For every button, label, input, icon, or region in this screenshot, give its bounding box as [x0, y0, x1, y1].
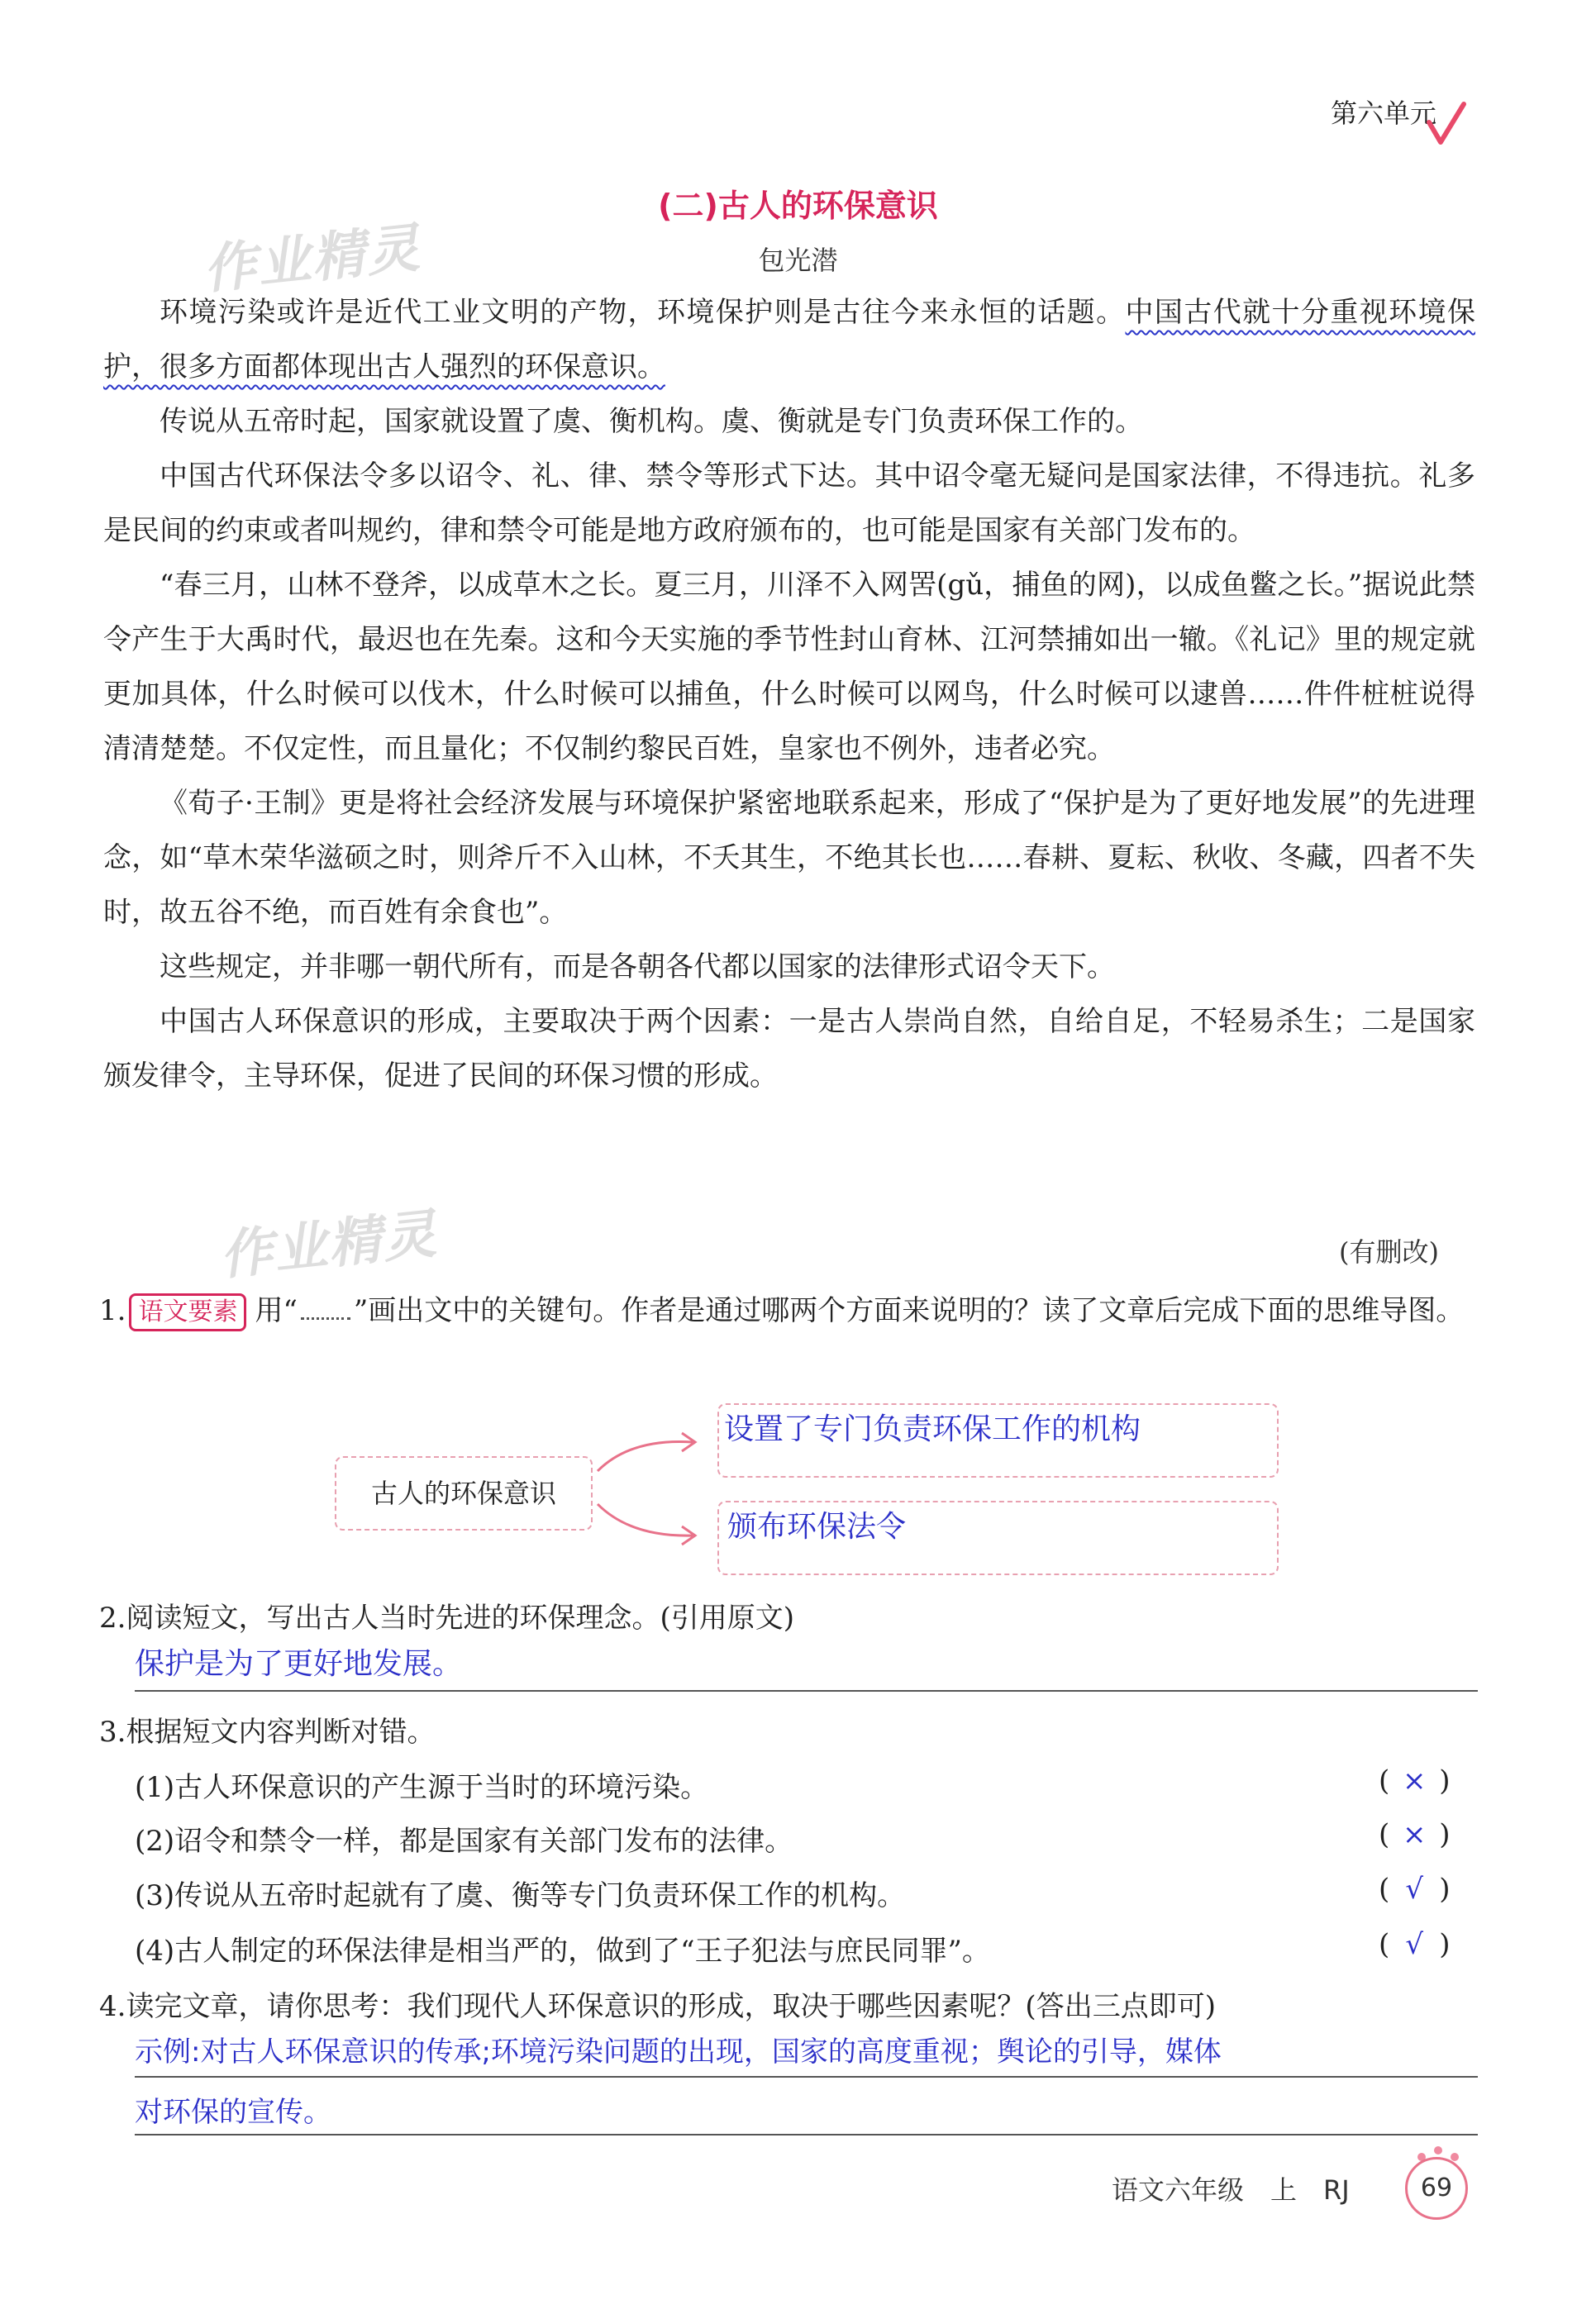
article-body: [103, 285, 1475, 1103]
answer-line: [135, 1690, 1478, 1692]
question-tag: 语文要素: [129, 1293, 246, 1331]
article-author: 包光潜: [758, 245, 838, 276]
watermark: 作业精灵: [217, 1203, 441, 1288]
answer-4-line-2: 对环保的宣传。: [135, 2096, 331, 2129]
paragraph: 传说从五帝时起，国家就设置了虞、衡机构。虞、衡就是专门负责环保工作的。: [160, 405, 1143, 438]
check-mark-icon: [1426, 99, 1467, 149]
mindmap-answer-box-2[interactable]: [717, 1501, 1279, 1575]
judge-answer-3[interactable]: ( √ ): [1379, 1873, 1451, 1906]
judge-mark: ×: [1403, 1818, 1427, 1851]
paragraph: [103, 285, 1475, 394]
wavy-line-icon: [301, 1301, 350, 1320]
paragraph: 中国古代环保法令多以诏令、礼、律、禁令等形式下达。其中诏令毫无疑问是国家法律，不得违抗。礼多是民间的约束或者叫规约，律和禁令可能是地方政府颁布的，也可能是国家有关部门发布的。: [103, 459, 1475, 547]
page-number: 69: [1405, 2157, 1468, 2220]
paragraph: 中国古人环保意识的形成，主要取决于两个因素：一是古人崇尚自然，自给自足，不轻易杀生；二是国家颁发律令，主导环保，促进了民间的环保习惯的形成。: [103, 1005, 1475, 1093]
judge-mark: √: [1405, 1928, 1424, 1961]
judge-item-2: (2)诏令和禁令一样，都是国家有关部门发布的法律。: [135, 1825, 793, 1858]
paragraph-text: 环境污染或许是近代工业文明的产物，环境保护则是古往今来永恒的话题。: [160, 296, 1126, 329]
mindmap-center-label: 古人的环保意识: [370, 1478, 556, 1509]
judge-answer-2[interactable]: ( × ): [1379, 1818, 1451, 1851]
source-note: (有删改): [1339, 1236, 1439, 1268]
paragraph: 《荀子·王制》更是将社会经济发展与环境保护紧密地联系起来，形成了“保护是为了更好地发展”的先进理念，如“草木荣华滋硕之时，则斧斤不入山林，不夭其生，不绝其长也……春耕、夏耘、秋收、冬藏，四者不失时，故五谷不绝，而百姓有余食也”。: [103, 787, 1475, 929]
paragraph: “春三月，山林不登斧，以成草木之长。夏三月，川泽不入网罟(gǔ，捕鱼的网)，以成鱼鳖之长。”据说此禁令产生于大禹时代，最迟也在先秦。这和今天实施的季节性封山育林、江河禁捕如出一辙。《礼记》里的规定就更加具体，什么时候可以伐木，什么时候可以捕鱼，什么时候可以网鸟，什么时候可以逮兽……件件桩桩说得清清楚楚。不仅定性，而且量化；不仅制约黎民百姓，皇家也不例外，违者必究。: [103, 569, 1475, 765]
answer-line: [135, 2134, 1478, 2135]
question-1: [99, 1285, 1475, 1336]
question-3: 3.根据短文内容判断对错。: [99, 1716, 436, 1749]
answer-4-line-1: 示例:对古人环保意识的传承;环境污染问题的出现，国家的高度重视；舆论的引导，媒体: [135, 2035, 1222, 2069]
judge-answer-1[interactable]: ( × ): [1379, 1764, 1451, 1797]
question-4: 4.读完文章，请你思考：我们现代人环保意识的形成，取决于哪些因素呢？(答出三点即可): [99, 1990, 1216, 2023]
mindmap-answer-1: 设置了专门负责环保工作的机构: [724, 1412, 1141, 1446]
unit-label: 第六单元: [1331, 98, 1437, 129]
judge-answer-4[interactable]: ( √ ): [1379, 1928, 1451, 1961]
judge-item-1: (1)古人环保意识的产生源于当时的环境污染。: [135, 1771, 709, 1804]
paragraph: 这些规定，并非哪一朝代所有，而是各朝各代都以国家的法律形式诏令天下。: [160, 950, 1115, 983]
question-2: 2.阅读短文，写出古人当时先进的环保理念。(引用原文): [99, 1602, 794, 1635]
answer-line: [135, 2076, 1478, 2078]
key-sentence: 中国古代就十分重视环境保护，很多方面都体现出古人强烈的环保意识。: [103, 296, 1475, 383]
footer-book-info: 语文六年级 上 RJ: [1112, 2174, 1350, 2206]
mindmap-arrows: [589, 1421, 713, 1562]
question-text: ”画出文中的关键句。作者是通过哪两个方面来说明的？读了文章后完成下面的思维导图。: [353, 1294, 1465, 1327]
answer-2: 保护是为了更好地发展。: [135, 1647, 463, 1681]
judge-mark: √: [1405, 1873, 1424, 1906]
mindmap-answer-2: 颁布环保法令: [727, 1510, 907, 1544]
judge-item-3: (3)传说从五帝时起就有了虞、衡等专门负责环保工作的机构。: [135, 1879, 906, 1912]
mindmap-center-box: [335, 1456, 593, 1531]
article-title: (二)古人的环保意识: [658, 188, 938, 224]
watermark: 作业精灵: [200, 217, 424, 302]
question-text: 用“: [255, 1294, 298, 1327]
judge-item-4: (4)古人制定的环保法律是相当严的，做到了“王子犯法与庶民同罪”。: [135, 1935, 990, 1968]
mindmap-answer-box-1[interactable]: [717, 1403, 1279, 1478]
judge-mark: ×: [1403, 1764, 1427, 1797]
question-number: 1.: [99, 1294, 126, 1327]
